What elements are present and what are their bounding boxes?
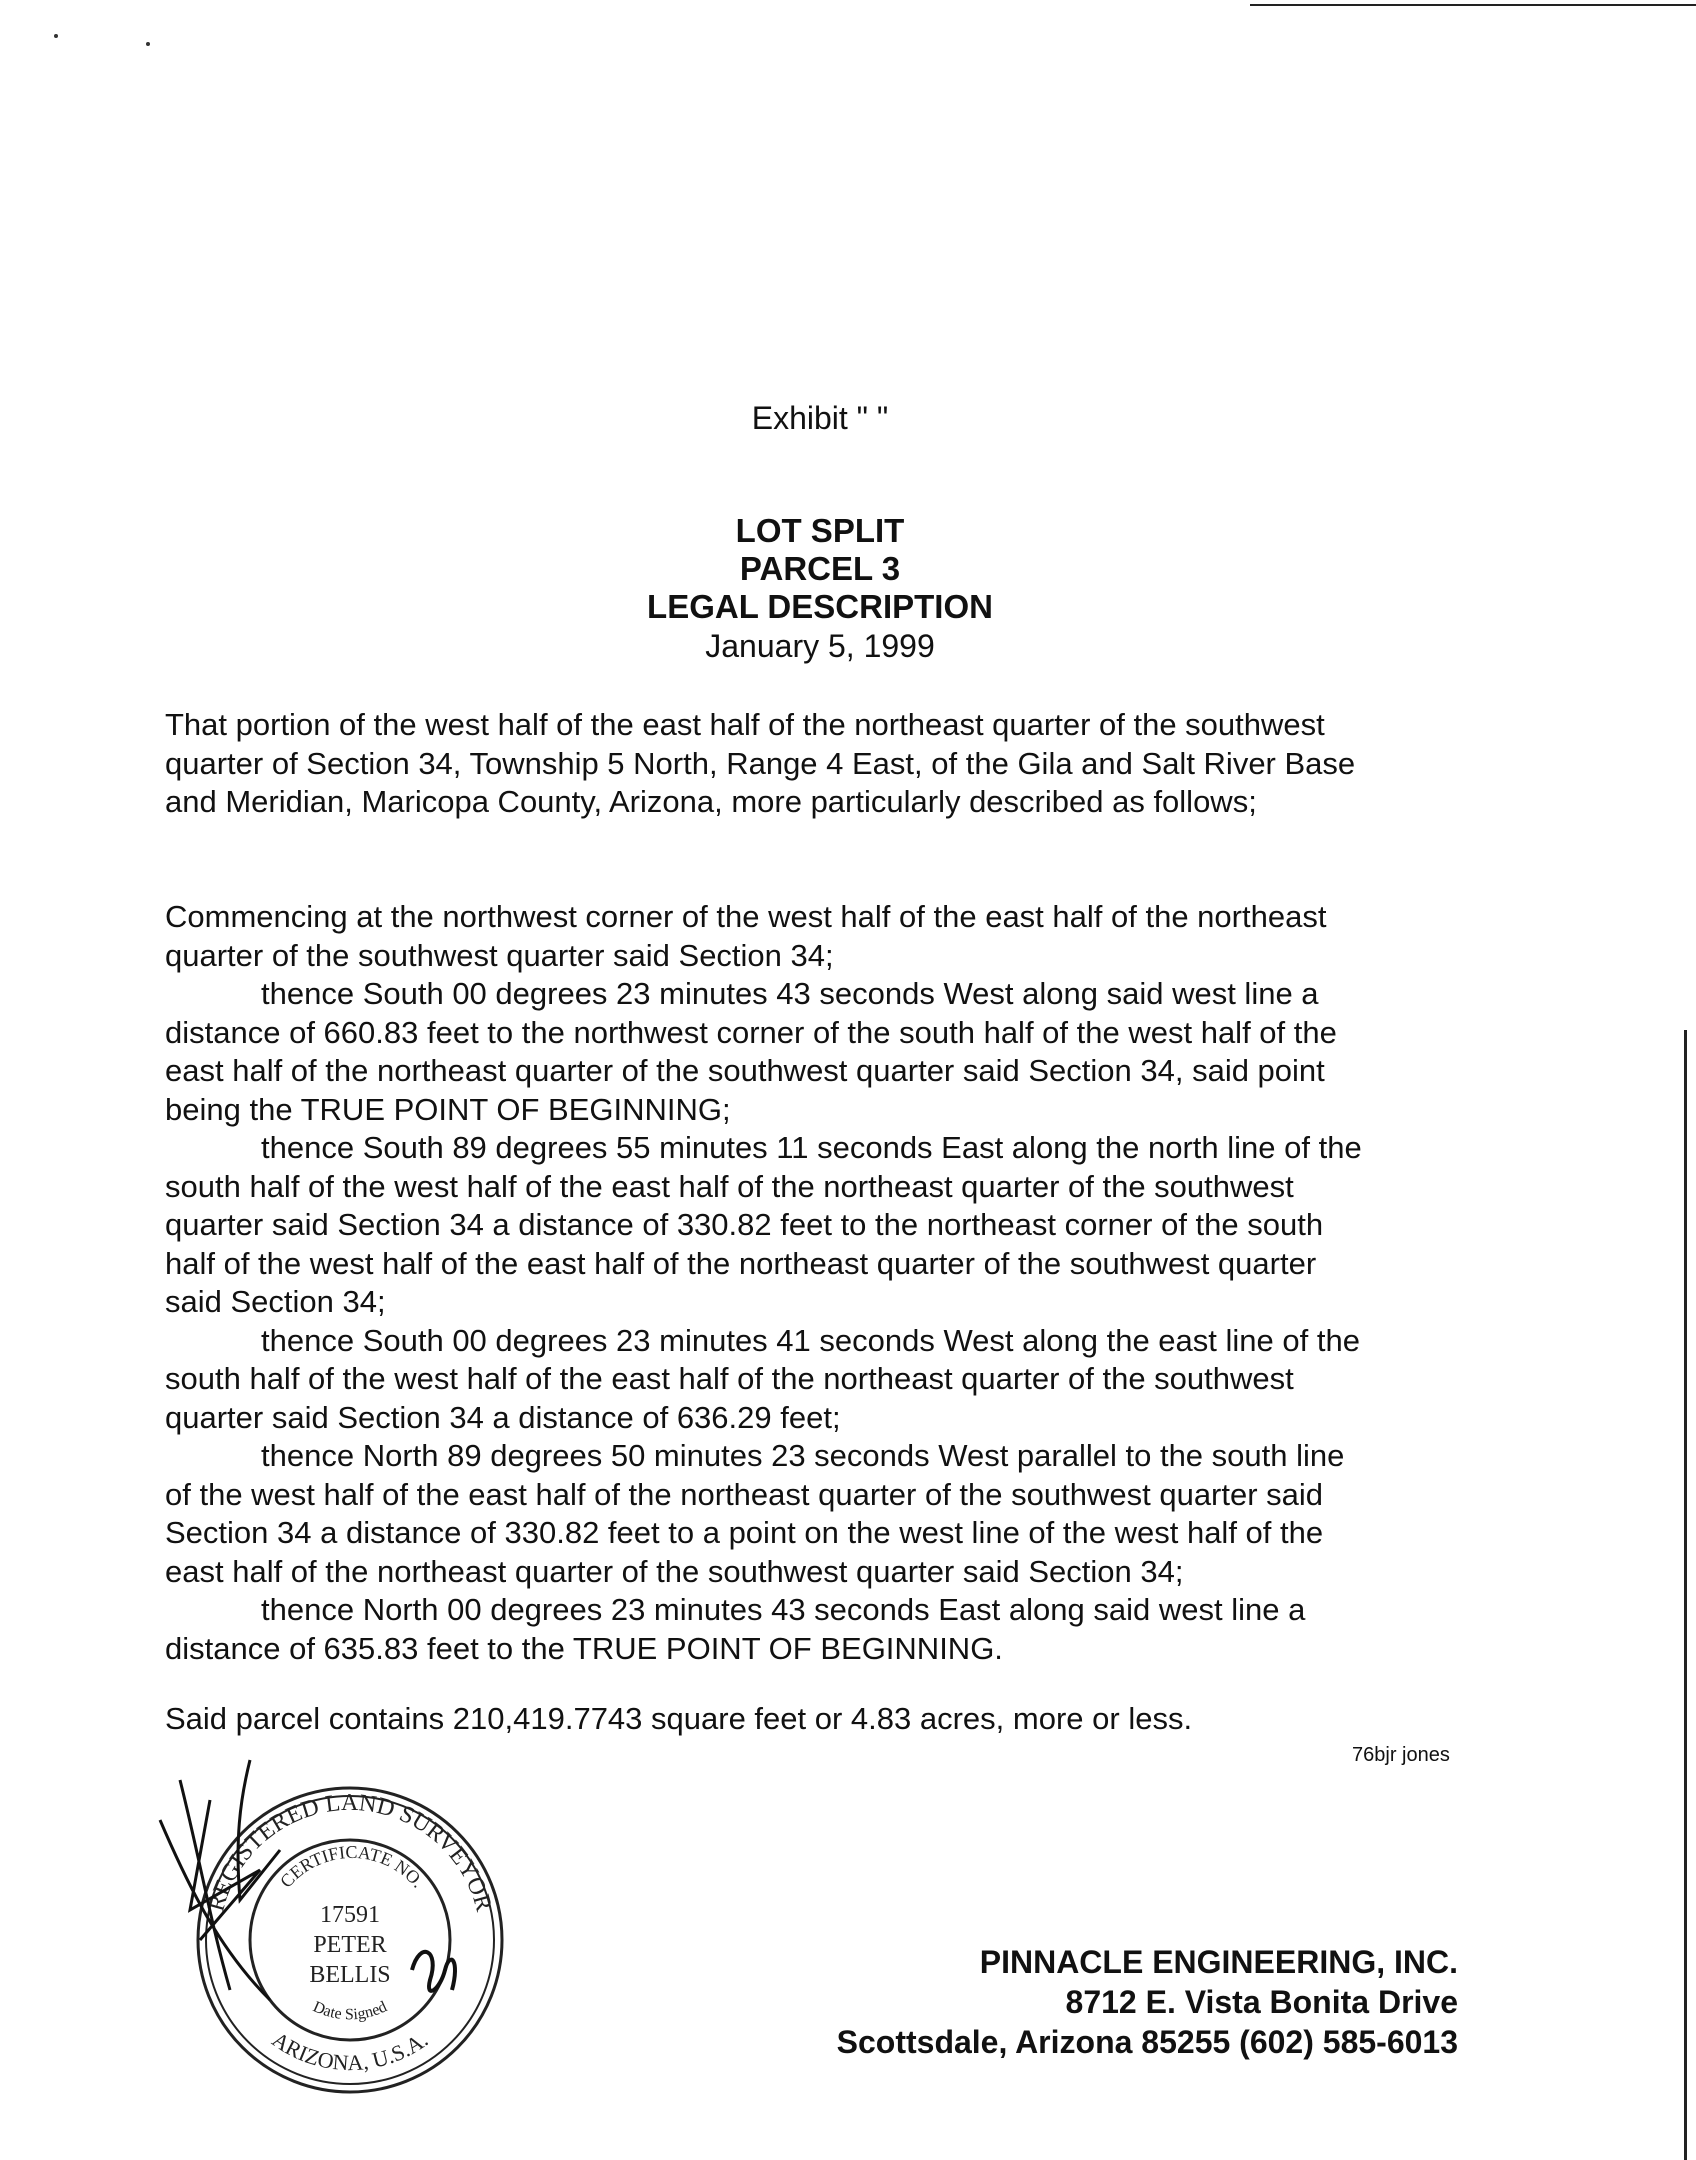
document-date: January 5, 1999 <box>705 628 935 664</box>
intro-paragraph <box>165 706 1470 822</box>
description-line: distance of 635.83 feet to the TRUE POINT OF BEGINNING. <box>165 1630 1003 1666</box>
description-line: thence South 00 degrees 23 minutes 43 seconds West along said west line a <box>261 976 1319 1011</box>
seal-inner-bottom-text: Date Signed <box>310 1998 390 2024</box>
seal-outer-top-text: REGISTERED LAND SURVEYOR <box>203 1789 497 1915</box>
company-block <box>837 1942 1458 2062</box>
seal-inner-top-text: CERTIFICATE NO. <box>275 1841 429 1892</box>
description-line: thence North 00 degrees 23 minutes 43 seconds East along said west line a <box>261 1592 1306 1627</box>
svg-text:Date Signed <box>310 1998 389 2023</box>
scan-speck <box>146 42 150 46</box>
description-line: Section 34 a distance of 330.82 feet to a point on the west line of the west half of the <box>165 1515 1324 1550</box>
description-line: quarter of the southwest quarter said Section 34; <box>165 937 834 973</box>
company-city-phone: Scottsdale, Arizona 85255 (602) 585-6013 <box>836 2024 1458 2060</box>
svg-text:CERTIFICATE NO. <box>276 1842 428 1891</box>
description-paragraph <box>165 898 1470 1668</box>
scan-speck <box>54 34 58 38</box>
description-line: said Section 34; <box>165 1284 386 1319</box>
seal-last-name: BELLIS <box>309 1962 391 1988</box>
area-statement <box>165 1700 1470 1739</box>
description-line: thence South 89 degrees 55 minutes 11 seconds East along the north line of the <box>261 1130 1362 1165</box>
description-line: south half of the west half of the east half of the northeast quarter of the southwest <box>165 1361 1294 1396</box>
description-line: quarter said Section 34 a distance of 330.82 feet to the northeast corner of the south <box>165 1207 1324 1242</box>
scan-edge-top <box>1250 4 1696 6</box>
svg-text:ARIZONA, U.S.A. <box>268 2027 433 2076</box>
seal-first-name: PETER <box>313 1932 387 1958</box>
seal-outer-bottom-text: ARIZONA, U.S.A. <box>267 2026 433 2076</box>
description-line: thence North 89 degrees 50 minutes 23 seconds West parallel to the south line <box>261 1438 1345 1473</box>
description-line: of the west half of the east half of the northeast quarter of the southwest quarter said <box>165 1476 1324 1512</box>
description-line: distance of 660.83 feet to the northwest corner of the south half of the west half of the <box>165 1014 1337 1050</box>
area-text: Said parcel contains 210,419.7743 square feet or 4.83 acres, more or less. <box>165 1701 1193 1736</box>
title-lot-split: LOT SPLIT <box>735 512 905 549</box>
description-line: thence South 00 degrees 23 minutes 41 seconds West along the east line of the <box>261 1322 1360 1358</box>
title-legal-description: LEGAL DESCRIPTION <box>647 588 993 625</box>
description-line: being the TRUE POINT OF BEGINNING; <box>165 1091 731 1127</box>
intro-line: That portion of the west half of the east half of the northeast quarter of the southwest <box>165 707 1325 742</box>
surveyor-seal <box>140 1740 520 2100</box>
scan-edge-right <box>1684 1030 1687 2160</box>
description-line: east half of the northeast quarter of the southwest quarter said Section 34; <box>165 1553 1184 1589</box>
description-line: quarter said Section 34 a distance of 636.29 feet; <box>165 1399 841 1435</box>
description-line: east half of the northeast quarter of the southwest quarter said Section 34, said point <box>165 1053 1325 1088</box>
file-reference: 76bjr jones <box>1352 1744 1450 1766</box>
exhibit-label: Exhibit " " <box>751 400 889 436</box>
description-line: half of the west half of the east half of the northeast quarter of the southwest quarter <box>165 1245 1317 1281</box>
intro-line: and Meridian, Maricopa County, Arizona, more particularly described as follows; <box>165 784 1257 819</box>
seal-certificate-number: 17591 <box>320 1902 380 1928</box>
company-name: PINNACLE ENGINEERING, INC. <box>979 1944 1458 1980</box>
title-parcel: PARCEL 3 <box>739 550 901 587</box>
company-address: 8712 E. Vista Bonita Drive <box>1065 1984 1458 2020</box>
description-line: south half of the west half of the east half of the northeast quarter of the southwest <box>165 1168 1294 1204</box>
intro-line: quarter of Section 34, Township 5 North, Range 4 East, of the Gila and Salt River Base <box>165 745 1356 781</box>
description-line: Commencing at the northwest corner of the west half of the east half of the northeast <box>165 899 1327 934</box>
